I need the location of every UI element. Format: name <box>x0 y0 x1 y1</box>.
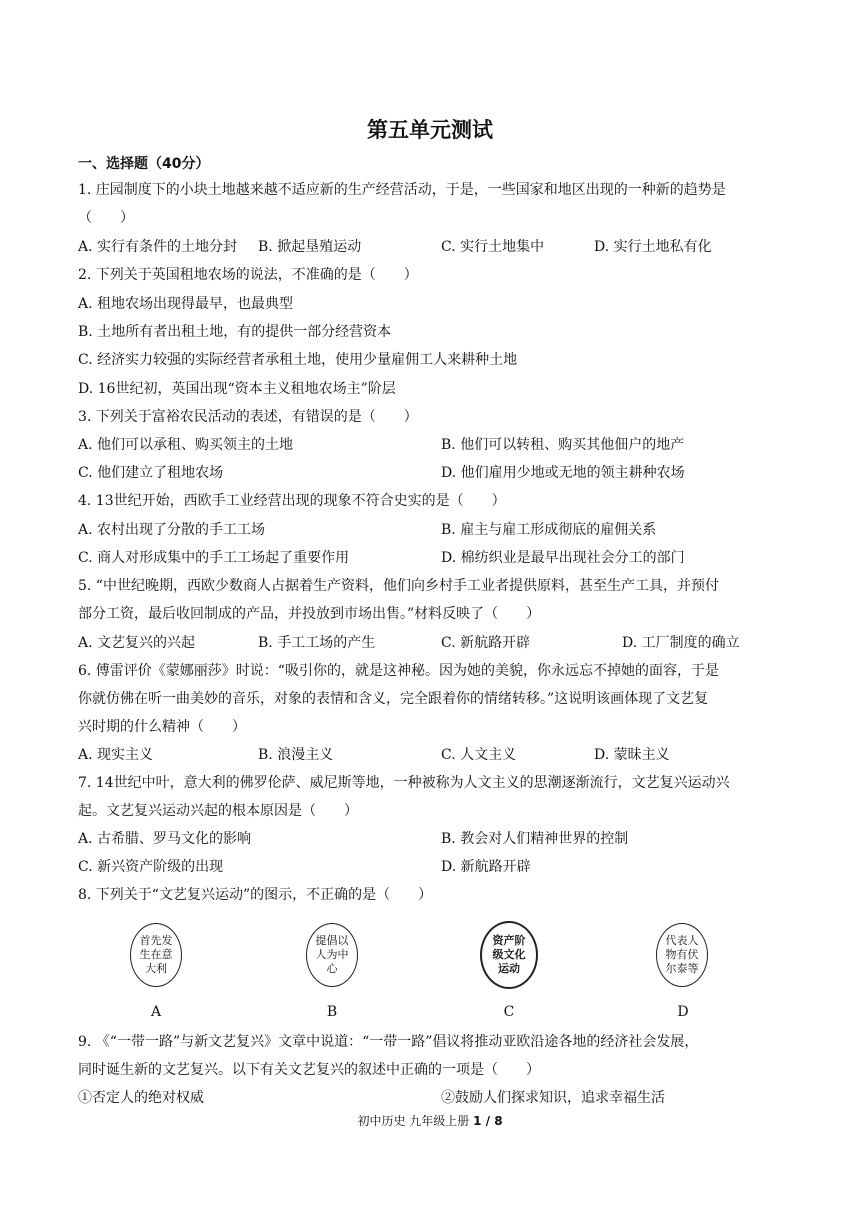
q8-figure-d-circle <box>656 923 708 987</box>
q4-option-a: A. 农村出现了分散的手工工场 <box>78 522 266 538</box>
footer-course: 初中历史 九年级上册 <box>357 1114 470 1128</box>
q7-option-a: A. 古希腊、罗马文化的影响 <box>78 831 252 847</box>
q1-option-d: D. 实行土地私有化 <box>594 239 712 255</box>
q2-option-b: B. 土地所有者出租土地，有的提供一部分经营资本 <box>78 324 392 340</box>
q9-stem-line1: 9. 《“一带一路”与新文艺复兴》文章中说道：“一带一路”倡议将推动亚欧沿途各地的经济社会发展， <box>78 1034 699 1050</box>
q4-stem: 4. 13世纪开始，西欧手工业经营出现的现象不符合史实的是（ ） <box>78 493 506 509</box>
q1-option-c: C. 实行土地集中 <box>441 239 545 255</box>
q2-option-a: A. 租地农场出现得最早，也最典型 <box>78 296 294 312</box>
q2-stem: 2. 下列关于英国租地农场的说法，不准确的是（ ） <box>78 267 418 283</box>
q6-stem-line2: 你就仿佛在听一曲美妙的音乐，对象的表情和含义，完全跟着你的情绪转移。”这说明该画体现了文艺复 <box>78 691 709 707</box>
q9-statement-1: ①否定人的绝对权威 <box>78 1090 204 1106</box>
footer-page-number: 1 / 8 <box>473 1114 503 1128</box>
q4-option-c: C. 商人对形成集中的手工工场起了重要作用 <box>78 550 350 566</box>
q1-option-a: A. 实行有条件的土地分封 <box>78 239 238 255</box>
q8-figure-c-text: 资产阶级文化运动 <box>492 934 526 975</box>
q2-option-d: D. 16世纪初，英国出现“资本主义租地农场主”阶层 <box>78 381 396 397</box>
q4-option-b: B. 雇主与雇工形成彻底的雇佣关系 <box>441 522 657 538</box>
q7-option-c: C. 新兴资产阶级的出现 <box>78 859 224 875</box>
q8-figure-b-text: 提倡以人为中心 <box>315 934 349 975</box>
q6-option-c: C. 人文主义 <box>441 747 517 763</box>
q5-option-b: B. 手工工场的产生 <box>258 635 376 651</box>
q1-stem-line1: 1. 庄园制度下的小块土地越来越不适应新的生产经营活动，于是，一些国家和地区出现的一种新的趋势是 <box>78 182 726 198</box>
page-footer <box>0 1112 860 1129</box>
q3-option-d: D. 他们雇用少地或无地的领主耕种农场 <box>441 465 685 481</box>
q7-option-b: B. 教会对人们精神世界的控制 <box>441 831 629 847</box>
q1-stem-line2: （ ） <box>78 210 134 226</box>
q5-stem-line2: 部分工资，最后收回制成的产品，并投放到市场出售。”材料反映了（ ） <box>78 606 541 622</box>
q5-stem-line1: 5. “中世纪晚期，西欧少数商人占据着生产资料，他们向乡村手工业者提供原料，甚至生产工具，并预付 <box>78 578 719 594</box>
q7-option-d: D. 新航路开辟 <box>441 859 531 875</box>
q3-option-a: A. 他们可以承租、购买领主的土地 <box>78 437 294 453</box>
section-heading: 一、选择题（40分） <box>78 156 210 172</box>
q8-figure-b-caption: B <box>326 1004 338 1020</box>
q9-stem-line2: 同时诞生新的文艺复兴。以下有关文艺复兴的叙述中正确的一项是（ ） <box>78 1062 540 1078</box>
q5-option-a: A. 文艺复兴的兴起 <box>78 635 196 651</box>
q8-figure-a-caption: A <box>150 1004 162 1020</box>
q6-option-a: A. 现实主义 <box>78 747 154 763</box>
q3-stem: 3. 下列关于富裕农民活动的表述，有错误的是（ ） <box>78 409 418 425</box>
q8-figure-d-caption: D <box>677 1004 689 1020</box>
q2-option-c: C. 经济实力较强的实际经营者承租土地，使用少量雇佣工人来耕种土地 <box>78 352 518 368</box>
q8-figure-d-text: 代表人物有伏尔泰等 <box>665 934 699 975</box>
q5-option-d: D. 工厂制度的确立 <box>622 635 740 651</box>
q3-option-c: C. 他们建立了租地农场 <box>78 465 224 481</box>
q8-figure-a-circle <box>130 923 182 987</box>
q8-stem: 8. 下列关于“文艺复兴运动”的图示，不正确的是（ ） <box>78 887 433 903</box>
page-title: 第五单元测试 <box>367 118 493 142</box>
q6-stem-line3: 兴时期的什么精神（ ） <box>78 719 246 735</box>
q6-stem-line1: 6. 傅雷评价《蒙娜丽莎》时说：“吸引你的，就是这神秘。因为她的美貌，你永远忘不掉她的面容，于是 <box>78 663 719 679</box>
q9-statement-2: ②鼓励人们探求知识，追求幸福生活 <box>441 1090 665 1106</box>
q6-option-b: B. 浪漫主义 <box>258 747 334 763</box>
q8-figure-c-caption: C <box>503 1004 515 1020</box>
q3-option-b: B. 他们可以转租、购买其他佃户的地产 <box>441 437 685 453</box>
q8-figure-b-circle <box>306 923 358 987</box>
q7-stem-line1: 7. 14世纪中叶，意大利的佛罗伦萨、威尼斯等地，一种被称为人文主义的思潮逐渐流行，文艺复兴运动兴 <box>78 775 730 791</box>
q7-stem-line2: 起。文艺复兴运动兴起的根本原因是（ ） <box>78 803 358 819</box>
q5-option-c: C. 新航路开辟 <box>441 635 531 651</box>
q4-option-d: D. 棉纺织业是最早出现社会分工的部门 <box>441 550 685 566</box>
q8-figure-c-circle <box>480 921 538 989</box>
q6-option-d: D. 蒙昧主义 <box>594 747 670 763</box>
q8-figure-a-text: 首先发生在意大利 <box>139 934 173 975</box>
q1-option-b: B. 掀起垦殖运动 <box>258 239 362 255</box>
